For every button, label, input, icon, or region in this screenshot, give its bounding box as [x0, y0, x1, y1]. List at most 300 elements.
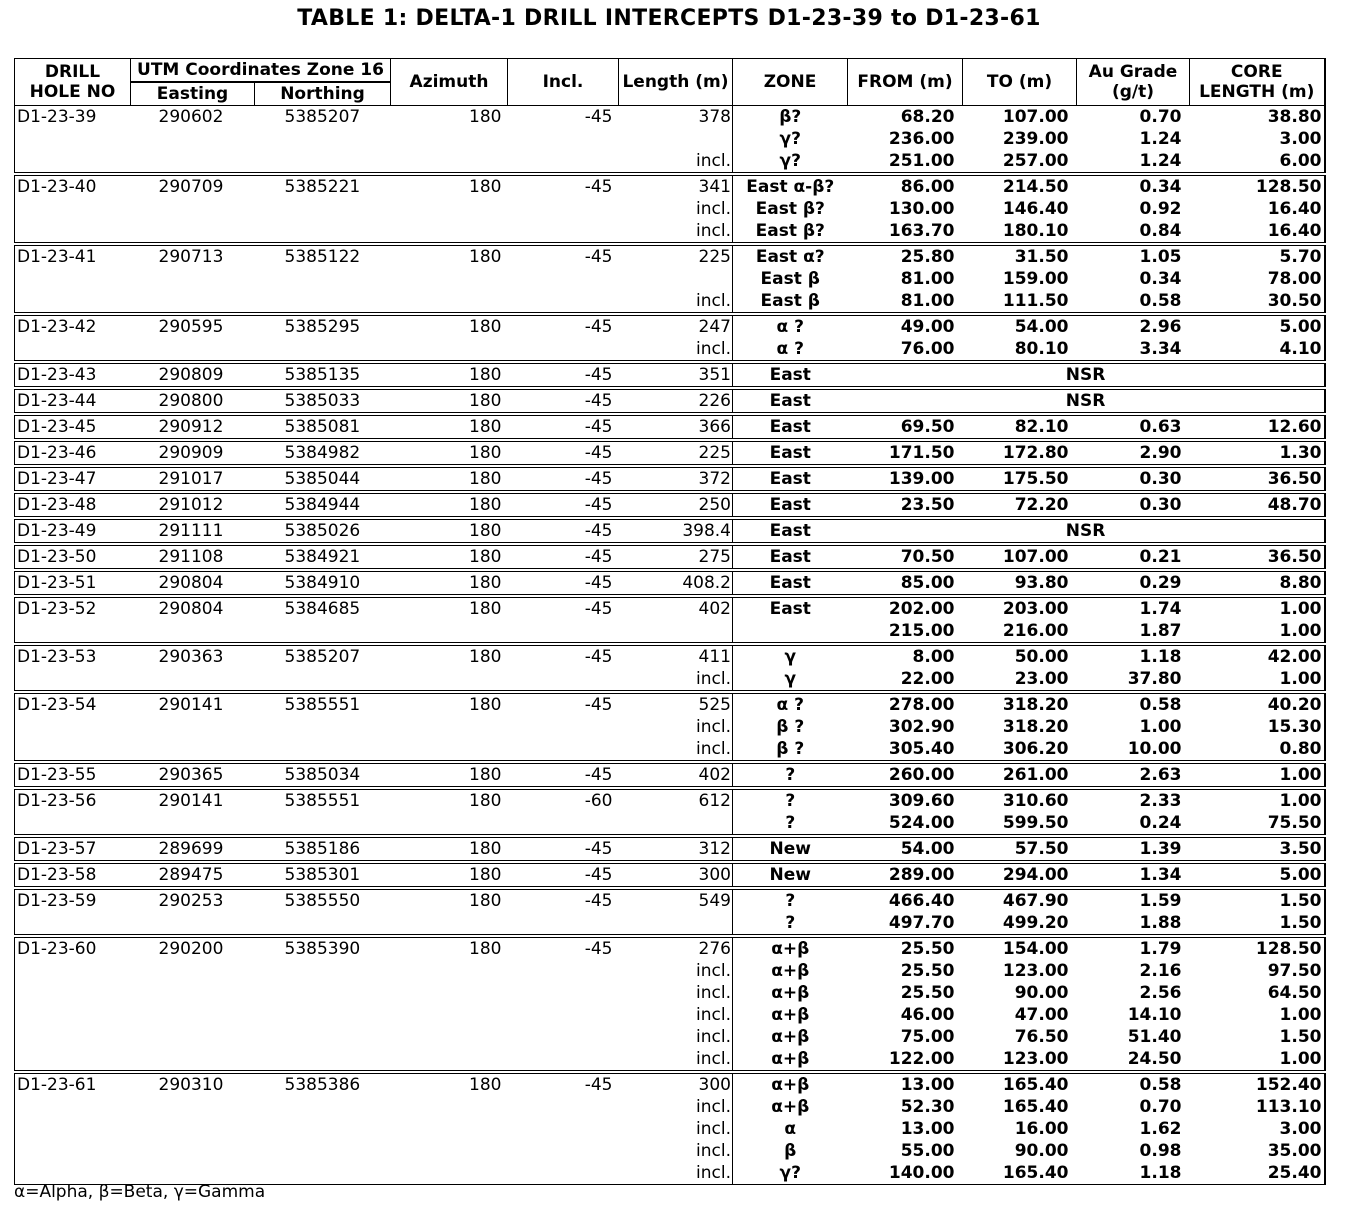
easting-value: 290253 [158, 891, 224, 911]
easting-value: 290141 [158, 791, 224, 811]
length-value: incl. [619, 960, 733, 982]
zone-value: East β [760, 291, 820, 311]
azimuth-value [391, 290, 508, 314]
inclination-value: -45 [584, 365, 613, 385]
inclination-value [508, 338, 619, 362]
core-length-value: 8.80 [1279, 573, 1322, 593]
core-length-value: 75.50 [1267, 813, 1322, 833]
from-value: 139.00 [888, 469, 955, 489]
drill-hole-id [15, 268, 131, 290]
table-row [15, 174, 1325, 198]
drill-hole-group [15, 362, 1325, 388]
to-value: 54.00 [1014, 317, 1069, 337]
zone-value: East α-β? [746, 177, 835, 197]
table-row [15, 738, 1325, 762]
au-grade-value: 0.92 [1139, 199, 1182, 219]
zone-value: East [769, 573, 811, 593]
easting-value: 290602 [158, 107, 224, 127]
length-value: 312 [619, 836, 733, 862]
azimuth-value: 180 [469, 1075, 502, 1095]
northing-value [255, 1118, 391, 1140]
length-value: 247 [619, 314, 733, 338]
to-value: 107.00 [1002, 107, 1069, 127]
easting-value: 290804 [158, 599, 224, 619]
core-length-value: 1.00 [1279, 765, 1322, 785]
au-grade-value: 1.18 [1139, 647, 1182, 667]
drill-hole-id [15, 668, 131, 692]
drill-hole-group [15, 692, 1325, 762]
easting-value: 290800 [158, 391, 224, 411]
au-grade-value: 1.00 [1139, 717, 1182, 737]
drill-hole-group [15, 244, 1325, 314]
table-row [15, 268, 1325, 290]
northing-value [255, 1048, 391, 1072]
table-row [15, 936, 1325, 960]
azimuth-value: 180 [469, 443, 502, 463]
table-row [15, 106, 1325, 129]
inclination-value [508, 198, 619, 220]
from-value: 171.50 [888, 443, 955, 463]
length-value: 612 [619, 788, 733, 812]
table-row [15, 668, 1325, 692]
to-value: 306.20 [1002, 739, 1069, 759]
northing-value [255, 1162, 391, 1185]
au-grade-value: 0.34 [1139, 177, 1182, 197]
from-value: 49.00 [900, 317, 955, 337]
core-length-value: 6.00 [1279, 151, 1322, 171]
length-value [619, 128, 733, 150]
from-value: 130.00 [888, 199, 955, 219]
to-value: 154.00 [1002, 939, 1069, 959]
table-row [15, 314, 1325, 338]
nsr-value: NSR [1065, 391, 1106, 411]
to-value: 146.40 [1002, 199, 1069, 219]
drill-hole-group [15, 936, 1325, 1072]
northing-value: 5385034 [284, 765, 361, 785]
northing-value: 5384685 [284, 599, 361, 619]
zone-value: East β? [755, 199, 825, 219]
zone-value: ? [785, 791, 796, 811]
to-value: 214.50 [1002, 177, 1069, 197]
inclination-value: -45 [584, 521, 613, 541]
inclination-value: -45 [584, 177, 613, 197]
header-from: FROM (m) [848, 59, 963, 106]
azimuth-value: 180 [469, 939, 502, 959]
inclination-value: -45 [584, 599, 613, 619]
table-header [15, 59, 1325, 106]
to-value: 467.90 [1002, 891, 1069, 911]
au-grade-value: 24.50 [1127, 1049, 1182, 1069]
from-value: 23.50 [900, 495, 955, 515]
azimuth-value [391, 1096, 508, 1118]
easting-value: 290912 [158, 417, 224, 437]
length-value: incl. [619, 668, 733, 692]
drill-hole-id [15, 960, 131, 982]
core-length-value: 36.50 [1267, 547, 1322, 567]
drill-hole-group [15, 492, 1325, 518]
zone-value: β [784, 1141, 797, 1161]
drill-hole-group [15, 644, 1325, 692]
table-row [15, 596, 1325, 620]
from-value: 25.80 [900, 247, 955, 267]
from-value: 75.00 [900, 1027, 955, 1047]
easting-value [131, 716, 255, 738]
length-value: incl. [619, 1096, 733, 1118]
northing-value [255, 812, 391, 836]
from-value: 524.00 [888, 813, 955, 833]
length-value: 398.4 [619, 518, 733, 544]
easting-value [131, 960, 255, 982]
from-value: 278.00 [888, 695, 955, 715]
au-grade-value: 1.34 [1139, 865, 1182, 885]
zone-value: East [769, 547, 811, 567]
azimuth-value: 180 [469, 365, 502, 385]
easting-value [131, 198, 255, 220]
inclination-value [508, 1162, 619, 1185]
easting-value [131, 738, 255, 762]
header-azimuth: Azimuth [391, 59, 508, 106]
from-value: 86.00 [900, 177, 955, 197]
drill-hole-id [15, 128, 131, 150]
to-value: 82.10 [1014, 417, 1069, 437]
from-value: 85.00 [900, 573, 955, 593]
au-grade-value: 51.40 [1127, 1027, 1182, 1047]
azimuth-value: 180 [469, 791, 502, 811]
drill-hole-id [15, 812, 131, 836]
northing-value: 5384910 [284, 573, 361, 593]
easting-value [131, 150, 255, 174]
from-value: 46.00 [900, 1005, 955, 1025]
drill-hole-id: D1-23-46 [17, 443, 97, 463]
au-grade-value: 2.96 [1139, 317, 1182, 337]
footnote-legend: α=Alpha, β=Beta, γ=Gamma [14, 1182, 266, 1202]
northing-value [255, 128, 391, 150]
from-value: 25.50 [900, 939, 955, 959]
from-value: 25.50 [900, 983, 955, 1003]
zone-value: γ [784, 669, 797, 689]
azimuth-value: 180 [469, 765, 502, 785]
table-row [15, 692, 1325, 716]
azimuth-value: 180 [469, 573, 502, 593]
from-value: 81.00 [900, 291, 955, 311]
core-length-value: 35.00 [1267, 1141, 1322, 1161]
inclination-value [508, 268, 619, 290]
inclination-value [508, 716, 619, 738]
core-length-value: 30.50 [1267, 291, 1322, 311]
easting-value: 291017 [158, 469, 224, 489]
to-value: 216.00 [1002, 621, 1069, 641]
azimuth-value: 180 [469, 599, 502, 619]
au-grade-value: 0.30 [1139, 469, 1182, 489]
drill-hole-id [15, 620, 131, 644]
table-row [15, 338, 1325, 362]
azimuth-value [391, 128, 508, 150]
zone-value: ? [785, 891, 796, 911]
azimuth-value [391, 812, 508, 836]
from-value: 81.00 [900, 269, 955, 289]
from-value: 202.00 [888, 599, 955, 619]
length-value: incl. [619, 290, 733, 314]
length-value: incl. [619, 716, 733, 738]
length-value: 378 [619, 106, 733, 129]
zone-value: New [769, 865, 811, 885]
easting-value: 289475 [158, 865, 224, 885]
au-grade-value: 0.58 [1139, 695, 1182, 715]
au-grade-value: 0.63 [1139, 417, 1182, 437]
length-value: 300 [619, 862, 733, 888]
inclination-value: -45 [584, 865, 613, 885]
au-grade-value: 1.05 [1139, 247, 1182, 267]
zone-value: γ? [779, 151, 801, 171]
table-row [15, 414, 1325, 440]
from-value: 76.00 [900, 339, 955, 359]
zone-value: α+β [771, 1097, 810, 1117]
easting-value: 290200 [158, 939, 224, 959]
zone-value: α+β [771, 961, 810, 981]
to-value: 175.50 [1002, 469, 1069, 489]
inclination-value [508, 220, 619, 244]
inclination-value: -45 [584, 469, 613, 489]
core-length-value: 4.10 [1279, 339, 1322, 359]
header-northing: Northing [255, 82, 391, 106]
core-length-value: 128.50 [1255, 177, 1322, 197]
inclination-value: -60 [584, 791, 613, 811]
length-value: 402 [619, 596, 733, 620]
northing-value [255, 150, 391, 174]
northing-value: 5385295 [284, 317, 361, 337]
length-value: 275 [619, 544, 733, 570]
to-value: 261.00 [1002, 765, 1069, 785]
azimuth-value [391, 1162, 508, 1185]
au-grade-value: 10.00 [1127, 739, 1182, 759]
drill-hole-group [15, 888, 1325, 936]
au-grade-value: 0.30 [1139, 495, 1182, 515]
northing-value: 5385301 [284, 865, 361, 885]
core-length-value: 1.00 [1279, 669, 1322, 689]
from-value: 68.20 [900, 107, 955, 127]
azimuth-value [391, 268, 508, 290]
table-row [15, 570, 1325, 596]
au-grade-value: 2.56 [1139, 983, 1182, 1003]
drill-hole-group [15, 570, 1325, 596]
length-value: incl. [619, 1004, 733, 1026]
from-value: 305.40 [888, 739, 955, 759]
azimuth-value [391, 620, 508, 644]
length-value: 549 [619, 888, 733, 912]
length-value: 411 [619, 644, 733, 668]
drill-hole-id [15, 912, 131, 936]
zone-value: East [769, 443, 811, 463]
core-length-value: 1.00 [1279, 791, 1322, 811]
drill-hole-id: D1-23-53 [17, 647, 97, 667]
core-length-value: 36.50 [1267, 469, 1322, 489]
zone-value: α+β [771, 939, 810, 959]
drill-hole-group [15, 440, 1325, 466]
inclination-value: -45 [584, 1075, 613, 1095]
northing-value: 5385081 [284, 417, 361, 437]
drill-hole-group [15, 314, 1325, 362]
azimuth-value: 180 [469, 839, 502, 859]
core-length-value: 15.30 [1267, 717, 1322, 737]
drill-hole-id: D1-23-59 [17, 891, 97, 911]
length-value: incl. [619, 982, 733, 1004]
drill-hole-group [15, 518, 1325, 544]
table-row [15, 812, 1325, 836]
to-value: 123.00 [1002, 961, 1069, 981]
to-value: 76.50 [1014, 1027, 1069, 1047]
drill-hole-id: D1-23-44 [17, 391, 97, 411]
au-grade-value: 14.10 [1127, 1005, 1182, 1025]
easting-value [131, 338, 255, 362]
drill-hole-id: D1-23-52 [17, 599, 97, 619]
azimuth-value [391, 1004, 508, 1026]
length-value: incl. [619, 1162, 733, 1185]
northing-value: 5385033 [284, 391, 361, 411]
core-length-value: 152.40 [1255, 1075, 1322, 1095]
drill-hole-group [15, 414, 1325, 440]
core-length-value: 12.60 [1267, 417, 1322, 437]
to-value: 90.00 [1014, 1141, 1069, 1161]
length-value: 250 [619, 492, 733, 518]
drill-hole-id: D1-23-56 [17, 791, 97, 811]
zone-value: β ? [776, 717, 805, 737]
easting-value: 290595 [158, 317, 224, 337]
zone-value: α+β [771, 1075, 810, 1095]
drill-hole-id [15, 716, 131, 738]
core-length-value: 1.50 [1279, 1027, 1322, 1047]
from-value: 497.70 [888, 913, 955, 933]
zone-value: α ? [776, 339, 804, 359]
azimuth-value [391, 220, 508, 244]
drill-hole-id: D1-23-55 [17, 765, 97, 785]
zone-value: α+β [771, 1005, 810, 1025]
easting-value: 290709 [158, 177, 224, 197]
azimuth-value: 180 [469, 247, 502, 267]
table-row [15, 1072, 1325, 1096]
inclination-value [508, 1096, 619, 1118]
core-length-value: 16.40 [1267, 221, 1322, 241]
drill-hole-id: D1-23-57 [17, 839, 97, 859]
to-value: 93.80 [1014, 573, 1069, 593]
inclination-value [508, 668, 619, 692]
inclination-value: -45 [584, 695, 613, 715]
length-value: 402 [619, 762, 733, 788]
inclination-value [508, 1140, 619, 1162]
drill-hole-id: D1-23-60 [17, 939, 97, 959]
drill-hole-id [15, 1004, 131, 1026]
drill-hole-id: D1-23-50 [17, 547, 97, 567]
length-value [619, 912, 733, 936]
azimuth-value: 180 [469, 107, 502, 127]
table-row [15, 466, 1325, 492]
table-row [15, 1026, 1325, 1048]
inclination-value [508, 738, 619, 762]
inclination-value: -45 [584, 891, 613, 911]
zone-value: East [769, 365, 811, 385]
easting-value: 290909 [158, 443, 224, 463]
northing-value: 5385551 [284, 695, 361, 715]
nsr-value: NSR [1065, 365, 1106, 385]
azimuth-value: 180 [469, 647, 502, 667]
to-value: 180.10 [1002, 221, 1069, 241]
zone-value: β ? [776, 739, 805, 759]
inclination-value [508, 1026, 619, 1048]
azimuth-value: 180 [469, 317, 502, 337]
azimuth-value: 180 [469, 865, 502, 885]
easting-value: 290713 [158, 247, 224, 267]
inclination-value: -45 [584, 391, 613, 411]
core-length-value: 1.00 [1279, 1049, 1322, 1069]
table-row [15, 244, 1325, 268]
au-grade-value: 1.18 [1139, 1163, 1182, 1183]
inclination-value: -45 [584, 317, 613, 337]
to-value: 165.40 [1002, 1075, 1069, 1095]
to-value: 165.40 [1002, 1163, 1069, 1183]
inclination-value: -45 [584, 247, 613, 267]
au-grade-value: 0.58 [1139, 1075, 1182, 1095]
au-grade-value: 2.16 [1139, 961, 1182, 981]
from-value: 69.50 [900, 417, 955, 437]
northing-value [255, 960, 391, 982]
drill-hole-id [15, 982, 131, 1004]
core-length-value: 16.40 [1267, 199, 1322, 219]
au-grade-value: 1.79 [1139, 939, 1182, 959]
northing-value: 5385551 [284, 791, 361, 811]
northing-value: 5384944 [284, 495, 361, 515]
easting-value [131, 1118, 255, 1140]
drill-hole-id [15, 1026, 131, 1048]
northing-value: 5385386 [284, 1075, 361, 1095]
easting-value: 291111 [158, 521, 224, 541]
inclination-value [508, 912, 619, 936]
azimuth-value [391, 982, 508, 1004]
northing-value: 5384921 [284, 547, 361, 567]
northing-value [255, 290, 391, 314]
drill-hole-id [15, 1140, 131, 1162]
from-value: 309.60 [888, 791, 955, 811]
easting-value [131, 1096, 255, 1118]
from-value: 55.00 [900, 1141, 955, 1161]
core-length-value: 113.10 [1255, 1097, 1322, 1117]
azimuth-value: 180 [469, 469, 502, 489]
au-grade-value: 0.98 [1139, 1141, 1182, 1161]
length-value: 276 [619, 936, 733, 960]
drill-hole-id: D1-23-49 [17, 521, 97, 541]
from-value: 122.00 [888, 1049, 955, 1069]
length-value: 408.2 [619, 570, 733, 596]
au-grade-value: 1.87 [1139, 621, 1182, 641]
to-value: 31.50 [1014, 247, 1069, 267]
azimuth-value [391, 1140, 508, 1162]
header-core-length: CORE LENGTH (m) [1190, 59, 1325, 106]
northing-value [255, 1140, 391, 1162]
inclination-value: -45 [584, 647, 613, 667]
to-value: 165.40 [1002, 1097, 1069, 1117]
zone-value: ? [785, 913, 796, 933]
azimuth-value [391, 960, 508, 982]
inclination-value: -45 [584, 573, 613, 593]
drill-hole-group [15, 388, 1325, 414]
northing-value [255, 912, 391, 936]
azimuth-value [391, 150, 508, 174]
header-au-grade: Au Grade (g/t) [1077, 59, 1190, 106]
easting-value: 289699 [158, 839, 224, 859]
header-length: Length (m) [619, 59, 733, 106]
zone-value: γ? [779, 1163, 801, 1183]
northing-value [255, 738, 391, 762]
azimuth-value: 180 [469, 391, 502, 411]
drill-hole-id: D1-23-51 [17, 573, 97, 593]
